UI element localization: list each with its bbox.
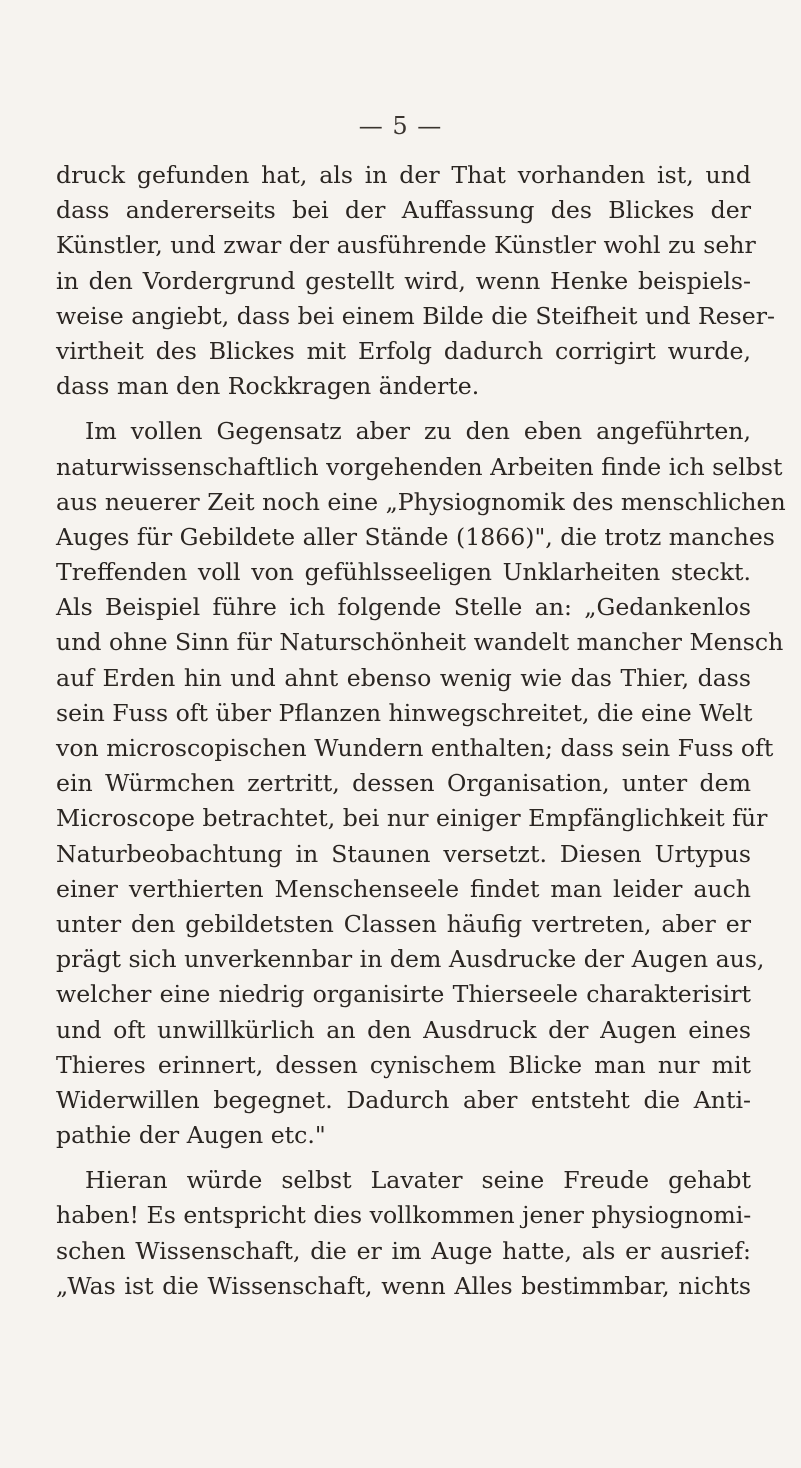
text-line: Widerwillen begegnet. Dadurch aber entsteht die Anti- <box>56 1085 751 1114</box>
text-line: schen Wissenschaft, die er im Auge hatte, als er ausrief: <box>56 1236 751 1265</box>
text-line: und oft unwillkürlich an den Ausdruck der Augen eines <box>56 1015 751 1044</box>
body-text <box>56 158 786 1304</box>
text-line: dass man den Rockkragen änderte. <box>56 372 480 401</box>
text-line: auf Erden hin und ahnt ebenso wenig wie das Thier, dass <box>56 663 751 692</box>
text-line: Als Beispiel führe ich folgende Stelle an: „Gedankenlos <box>56 593 751 622</box>
text-line: und ohne Sinn für Naturschönheit wandelt mancher Mensch <box>56 628 784 657</box>
text-line: Künstler, und zwar der ausführende Künstler wohl zu sehr <box>56 231 756 260</box>
text-line: Auges für Gebildete aller Stände (1866)", die trotz manches <box>56 522 775 551</box>
text-line: einer verthierten Menschenseele findet man leider auch <box>56 874 751 903</box>
text-line: dass andererseits bei der Auffassung des Blickes der <box>56 196 751 225</box>
text-line: haben! Es entspricht dies vollkommen jener physiognomi- <box>56 1201 752 1230</box>
text-line: Hieran würde selbst Lavater seine Freude gehabt <box>85 1166 751 1195</box>
text-line: „Was ist die Wissenschaft, wenn Alles bestimmbar, nichts <box>56 1271 751 1300</box>
text-line: pathie der Augen etc." <box>56 1121 326 1150</box>
text-line: Im vollen Gegensatz aber zu den eben angeführten, <box>85 417 751 446</box>
text-line: von microscopischen Wundern enthalten; dass sein Fuss oft <box>56 734 774 762</box>
text-line: aus neuerer Zeit noch eine „Physiognomik des menschlichen <box>56 487 786 516</box>
text-line: naturwissenschaftlich vorgehenden Arbeiten finde ich selbst <box>56 452 783 481</box>
page-number: — 5 — <box>358 112 443 140</box>
text-line: Microscope betrachtet, bei nur einiger Empfänglichkeit für <box>56 804 768 833</box>
paragraph-gap <box>56 404 751 414</box>
text-line: Thieres erinnert, dessen cynischem Blicke man nur mit <box>56 1050 751 1079</box>
text-line: virtheit des Blickes mit Erfolg dadurch corrigirt wurde, <box>56 336 751 365</box>
text-line: weise angiebt, dass bei einem Bilde die Steifheit und Reser- <box>56 301 775 330</box>
text-line: Treffenden voll von gefühlsseeligen Unklarheiten steckt. <box>56 558 751 587</box>
paragraph-gap <box>56 1153 751 1163</box>
text-line: Naturbeobachtung in Staunen versetzt. Diesen Urtypus <box>56 839 751 868</box>
text-line: in den Vordergrund gestellt wird, wenn Henke beispiels- <box>56 266 751 295</box>
paragraph-1 <box>56 158 775 404</box>
text-line: sein Fuss oft über Pflanzen hinwegschreitet, die eine Welt <box>56 698 753 727</box>
text-line: welcher eine niedrig organisirte Thierseele charakterisirt <box>56 980 751 1009</box>
text-line: unter den gebildetsten Classen häufig vertreten, aber er <box>56 909 751 938</box>
text-line: ein Würmchen zertritt, dessen Organisation, unter dem <box>56 769 751 798</box>
text-line: druck gefunden hat, als in der That vorhanden ist, und <box>56 161 751 189</box>
paragraph-3 <box>56 1163 751 1304</box>
text-line: prägt sich unverkennbar in dem Ausdrucke der Augen aus, <box>56 945 765 974</box>
paragraph-2 <box>56 414 786 1153</box>
